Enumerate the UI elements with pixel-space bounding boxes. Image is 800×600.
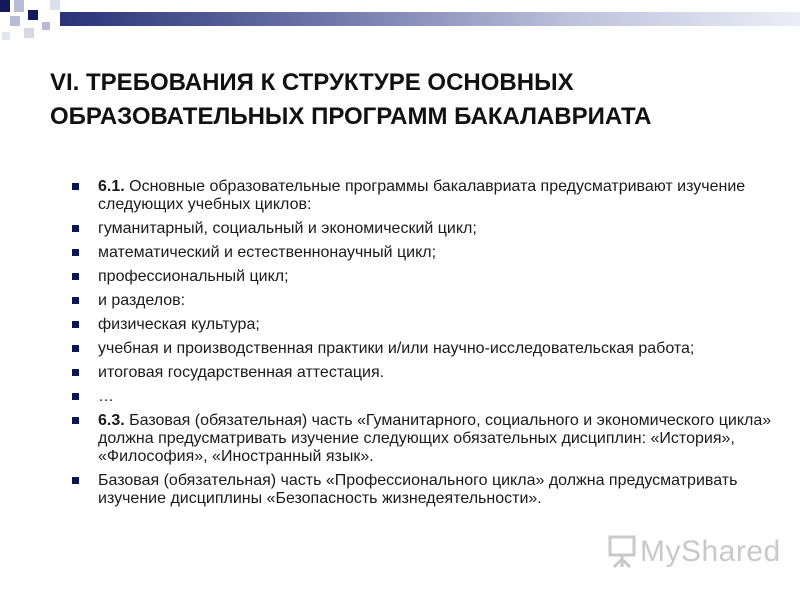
square-bullet-icon — [72, 417, 79, 424]
slide-title-line-1: VI. ТРЕБОВАНИЯ К СТРУКТУРЕ ОСНОВНЫХ — [50, 69, 574, 96]
list-item — [72, 268, 772, 286]
item-number: 6.1. — [98, 178, 125, 195]
item-text: Основные образовательные программы бакалавриата предусматривают изучение следующих учебных циклов: — [98, 178, 746, 213]
list-item — [72, 178, 772, 214]
header-decoration — [0, 0, 800, 50]
item-number: 6.3. — [98, 412, 125, 429]
list-item — [72, 364, 772, 382]
item-text: математический и естественнонаучный цикл; — [98, 244, 437, 261]
list-item — [72, 292, 772, 310]
square-bullet-icon — [72, 393, 79, 400]
content-list — [72, 178, 772, 508]
list-item — [72, 340, 772, 358]
square-bullet-icon — [72, 297, 79, 304]
watermark — [608, 532, 781, 572]
slide-title-line-2: ОБРАЗОВАТЕЛЬНЫХ ПРОГРАММ БАКАЛАВРИАТА — [50, 103, 652, 130]
square-bullet-icon — [72, 249, 79, 256]
list-item — [72, 388, 772, 406]
list-item — [72, 244, 772, 262]
square-bullet-icon — [72, 273, 79, 280]
watermark-text: MyShared — [640, 535, 781, 568]
item-text: итоговая государственная аттестация. — [98, 364, 385, 381]
item-text: учебная и производственная практики и/или научно-исследовательская работа; — [98, 340, 695, 357]
list-item — [72, 316, 772, 334]
item-text: физическая культура; — [98, 316, 260, 333]
item-text: гуманитарный, социальный и экономический цикл; — [98, 220, 477, 237]
item-text: и разделов: — [98, 292, 186, 309]
square-bullet-icon — [72, 369, 79, 376]
square-bullet-icon — [72, 477, 79, 484]
item-text: Базовая (обязательная) часть «Гуманитарного, социального и экономического цикла» должна предусматривать изучение следующих обязательных дисциплин: «История», «Философия», «Иностранный язык». — [98, 412, 772, 465]
square-bullet-icon — [72, 183, 79, 190]
square-bullet-icon — [72, 345, 79, 352]
list-item — [72, 220, 772, 238]
presentation-board-icon — [608, 535, 636, 569]
list-item — [72, 472, 772, 508]
slide-title — [50, 66, 770, 134]
item-text: профессиональный цикл; — [98, 268, 289, 285]
item-text: … — [98, 388, 114, 405]
square-bullet-icon — [72, 225, 79, 232]
list-item — [72, 412, 772, 466]
square-bullet-icon — [72, 321, 79, 328]
item-text: Базовая (обязательная) часть «Профессионального цикла» должна предусматривать изучение дисциплины «Безопасность жизнедеятельности». — [98, 472, 738, 507]
